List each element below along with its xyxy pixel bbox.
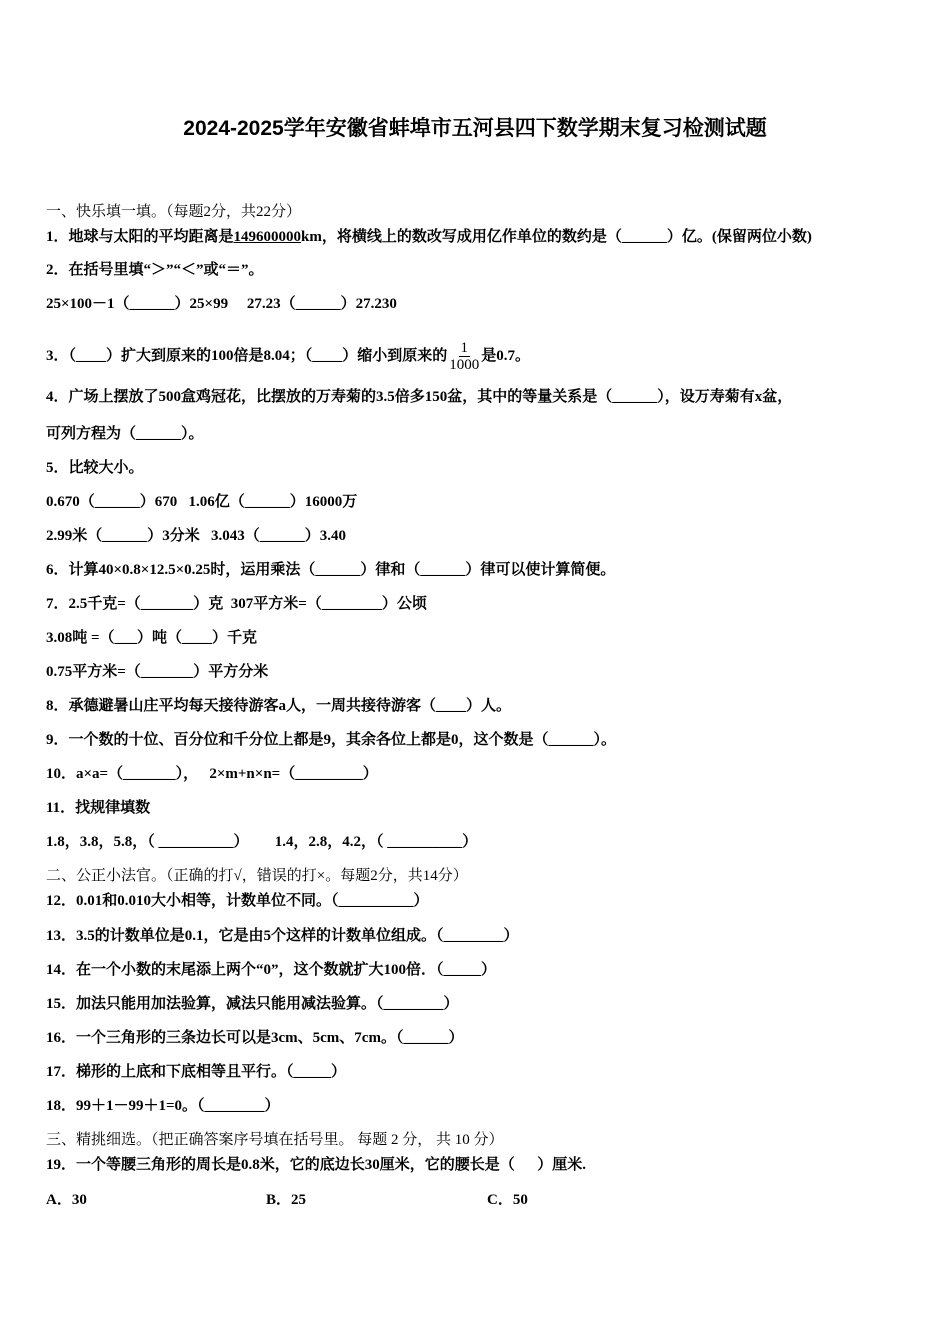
question-17: 17．梯形的上底和下底相等且平行。（_____） [46, 1064, 347, 1080]
option-a: A．30 [46, 1192, 87, 1208]
fraction-numerator: 1 [460, 340, 469, 356]
question-19: 19．一个等腰三角形的周长是0.8米，它的底边长30厘米，它的腰长是（ ）厘米. [46, 1157, 587, 1173]
question-8: 8．承德避暑山庄平均每天接待游客a人，一周共接待游客（____）人。 [46, 698, 512, 714]
question-5: 5．比较大小。 [46, 460, 144, 476]
question-5-line2: 2.99米（______）3分米 3.043（______）3.40 [46, 528, 347, 544]
q1-text-end: km，将横线上的数改写成用亿作单位的数约是（______）亿。(保留两位小数) [301, 229, 812, 245]
question-7-line2: 3.08吨 =（___）吨（____）千克 [46, 630, 258, 646]
question-6: 6．计算40×0.8×12.5×0.25时，运用乘法（______）律和（______）律可以使计算简便。 [46, 562, 616, 578]
question-1 [46, 227, 812, 247]
question-2-items: 25×100－1（______）25×99 27.23（______）27.230 [46, 296, 397, 312]
question-14: 14．在一个小数的末尾添上两个“0”，这个数就扩大100倍．（_____） [46, 962, 497, 978]
question-16: 16．一个三角形的三条边长可以是3cm、5cm、7cm。（______） [46, 1030, 464, 1046]
option-b: B．25 [266, 1192, 307, 1208]
question-12: 12．0.01和0.010大小相等，计数单位不同。（__________） [46, 893, 429, 909]
question-4-line2: 可列方程为（______）。 [46, 426, 204, 442]
q3-text: 3．（____）扩大到原来的100倍是8.04；（____）缩小到原来的 [46, 347, 448, 364]
q3-text-end: 是0.7。 [481, 347, 531, 364]
fraction [449, 340, 479, 373]
question-7-line3: 0.75平方米=（_______）平方分米 [46, 664, 269, 680]
question-3 [46, 340, 530, 373]
q1-text: 1．地球与太阳的平均距离是 [46, 229, 234, 245]
question-4: 4．广场上摆放了500盒鸡冠花，比摆放的万寿菊的3.5倍多150盆，其中的等量关系是（______），设万寿菊有x盆， [46, 389, 793, 405]
question-11-items: 1.8，3.8，5.8，（ __________） 1.4，2.8，4.2，（ __________） [46, 834, 478, 850]
question-15: 15．加法只能用加法验算，减法只能用减法验算。（________） [46, 996, 459, 1012]
question-2: 2．在括号里填“＞”“＜”或“＝”。 [46, 262, 264, 278]
section-2-heading: 二、公正小法官。（正确的打√，错误的打×。每题2分，共14分） [46, 868, 468, 884]
question-5-line1: 0.670（______）670 1.06亿（______）16000万 [46, 494, 358, 510]
question-18: 18．99＋1－99＋1=0。（________） [46, 1098, 280, 1114]
question-9: 9．一个数的十位、百分位和千分位上都是9，其余各位上都是0，这个数是（______）。 [46, 732, 617, 748]
question-7: 7．2.5千克=（_______）克 307平方米=（________）公顷 [46, 596, 427, 612]
section-3-heading: 三、精挑细选。（把正确答案序号填在括号里。 每题 2 分， 共 10 分） [46, 1132, 504, 1148]
page-title: 2024-2025学年安徽省蚌埠市五河县四下数学期末复习检测试题 [183, 117, 767, 140]
q1-underlined-number: 149600000 [233, 229, 302, 245]
question-13: 13．3.5的计数单位是0.1，它是由5个这样的计数单位组成。（________） [46, 928, 519, 944]
question-10: 10．a×a=（_______）， 2×m+n×n=（_________） [46, 766, 378, 782]
fraction-denominator: 1000 [449, 357, 480, 373]
section-1-heading: 一、快乐填一填。（每题2分，共22分） [46, 204, 302, 220]
option-c: C．50 [487, 1192, 528, 1208]
question-11: 11．找规律填数 [46, 800, 151, 816]
